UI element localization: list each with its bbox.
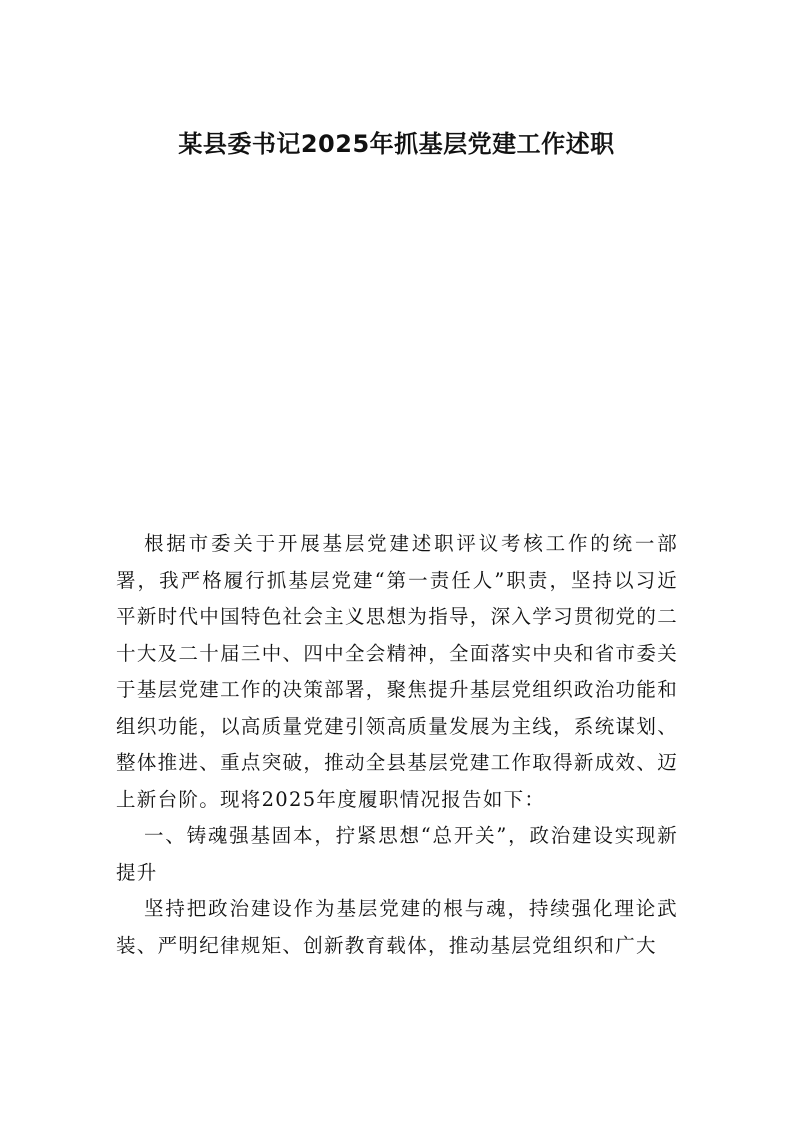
intro-paragraph: 根据市委关于开展基层党建述职评议考核工作的统一部署，我严格履行抓基层党建“第一责任人”职责，坚持以习近平新时代中国特色社会主义思想为指导，深入学习贯彻党的二十大及二十届三中、四中全会精神，全面落实中央和省市委关于基层党建工作的决策部署，聚焦提升基层党组织政治功能和组织功能，以高质量党建引领高质量发展为主线，系统谋划、整体推进、重点突破，推动全县基层党建工作取得新成效、迈上新台阶。现将2025年度履职情况报告如下： (116, 532, 678, 811)
document-body (116, 526, 678, 964)
section-1-paragraph: 坚持把政治建设作为基层党建的根与魂，持续强化理论武装、严明纪律规矩、创新教育载体，推动基层党组织和广大 (116, 897, 678, 957)
document-title: 某县委书记2025年抓基层党建工作述职 (178, 130, 615, 158)
section-heading-1: 一、铸魂强基固本，拧紧思想“总开关”，政治建设实现新提升 (116, 824, 678, 884)
